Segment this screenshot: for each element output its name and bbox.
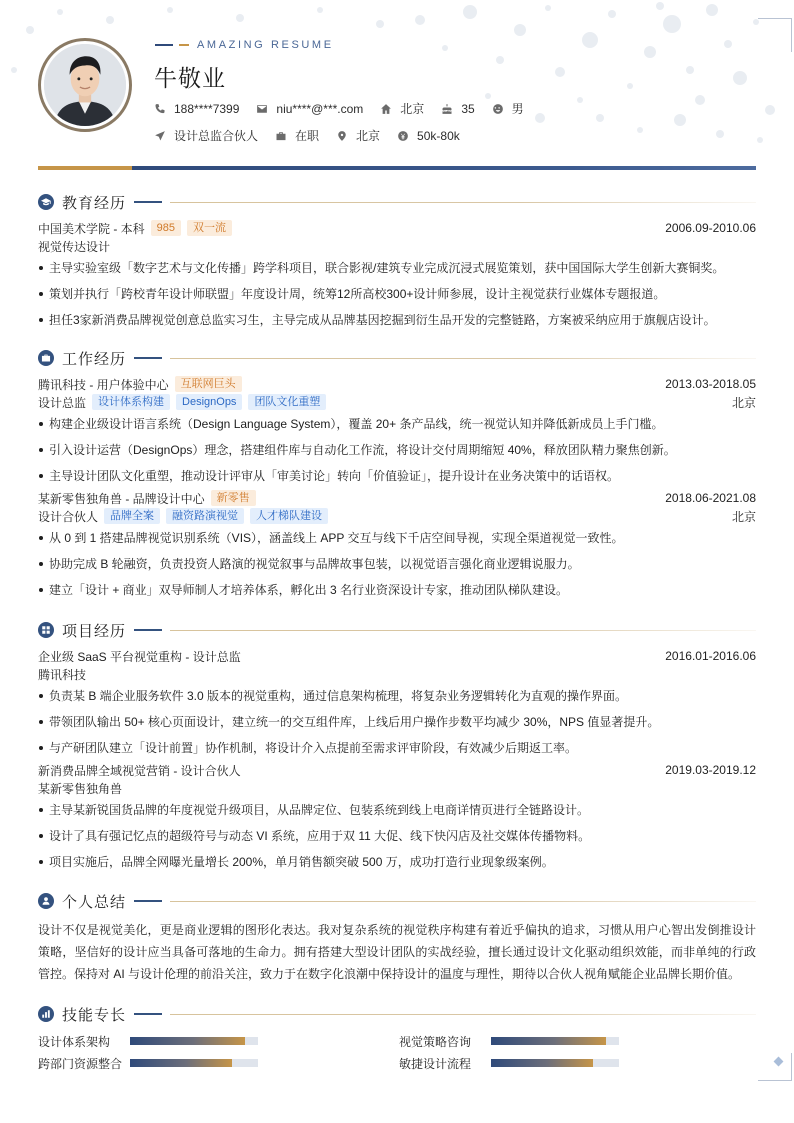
work-entry-header: [38, 489, 756, 507]
skills-section: [38, 1004, 756, 1072]
project-bullets: [38, 797, 756, 875]
work-bullets: [38, 525, 756, 603]
project-org-row: [38, 779, 756, 797]
list-item: 与产研团队建立「设计前置」协作机制，将设计介入点提前至需求评审阶段，有效减少后期返工率。: [38, 735, 756, 761]
phone-info: [154, 102, 239, 116]
briefcase-icon: [38, 350, 54, 366]
summary-text: 设计不仅是视觉美化，更是商业逻辑的图形化表达。我对复杂系统的视觉秩序构建有着近乎偏执的追求，习惯从用户心智出发倒推设计策略，坚信好的设计应当具备可落地的生命力。拥有搭建大型设计团队的实战经验，擅长通过设计文化驱动组织效能，而非单纯的行政管控。保持对 AI 与设计伦理的前沿关注，致力于在数字化浪潮中保持设计的温度与理性，期待以合伙人视角赋能企业品牌长期价值。: [38, 923, 756, 981]
skill-bar: [130, 1059, 258, 1067]
project-period: 2016.01-2016.06: [665, 649, 756, 663]
project-name: 企业级 SaaS 平台视觉重构 - 设计总监: [38, 649, 241, 664]
list-item: 担任3家新消费品牌视觉创意总监实习生，主导完成从品牌基因挖掘到衍生品开发的完整链路，方案被采纳应用于旗舰店设计。: [38, 307, 756, 333]
project-name: 新消费品牌全域视觉营销 - 设计合伙人: [38, 763, 241, 778]
role-tag: 融资路演视觉: [166, 508, 244, 524]
salary-info: [397, 129, 460, 143]
status-value: 在职: [295, 129, 320, 143]
skill-item: [399, 1032, 756, 1050]
company-name: 腾讯科技 - 用户体验中心: [38, 377, 169, 392]
target-position-value: 设计总监合伙人: [174, 129, 259, 143]
role-tag: 团队文化重塑: [248, 394, 326, 410]
target-city-value: 北京: [356, 129, 381, 143]
money-icon: [397, 130, 409, 142]
skill-bar-fill: [491, 1037, 606, 1045]
list-item: 构建企业级设计语言系统（Design Language System），覆盖 20+ 条产品线，统一视觉认知并降低新成员上手门槛。: [38, 411, 756, 437]
mail-icon: [256, 103, 268, 115]
section-title: 教育经历: [62, 194, 127, 212]
role: 设计总监: [38, 395, 87, 410]
work-period: 2013.03-2018.05: [665, 377, 756, 391]
section-title: 个人总结: [62, 893, 127, 911]
skill-bar-fill: [491, 1059, 593, 1067]
role-row: [38, 507, 756, 525]
tagline-line-gold: [179, 44, 189, 46]
company-tag: 互联网巨头: [175, 376, 242, 392]
hometown-value: 北京: [400, 102, 425, 116]
project-org-row: [38, 665, 756, 683]
work-bullets: [38, 411, 756, 489]
company-name: 某新零售独角兽 - 品牌设计中心: [38, 491, 205, 506]
school-tag: 双一流: [187, 220, 232, 236]
location-pin-icon: [336, 130, 348, 142]
project-org: 某新零售独角兽: [38, 781, 123, 796]
skill-bar-fill: [130, 1037, 245, 1045]
education-entry-header: [38, 219, 756, 237]
major-row: [38, 237, 756, 255]
status-info: [275, 127, 319, 144]
skill-bar: [491, 1059, 619, 1067]
candidate-name: 牛敬业: [154, 65, 226, 91]
gender-value: 男: [511, 102, 524, 116]
work-city: 北京: [731, 395, 756, 410]
work-entry-header: [38, 375, 756, 393]
skill-bar-fill: [130, 1059, 232, 1067]
skill-bar: [491, 1037, 619, 1045]
list-item: 引入设计运营（DesignOps）理念，搭建组件库与自动化工作流，将设计交付周期缩短 40%，释放团队精力聚焦创新。: [38, 437, 756, 463]
school-tag: 985: [151, 220, 181, 236]
role-tag: 设计体系构建: [92, 394, 170, 410]
list-item: 设计了具有强记忆点的超级符号与动态 VI 系统，应用于双 11 大促、线下快闪店及社交媒体传播物料。: [38, 823, 756, 849]
avatar-frame: [38, 38, 132, 132]
projects-section: [38, 620, 756, 875]
skill-item: [38, 1054, 399, 1072]
home-icon: [380, 103, 392, 115]
major: 视觉传达设计: [38, 239, 111, 254]
header-divider-bar: [38, 166, 756, 170]
list-item: 主导实验室级「数字艺术与文化传播」跨学科项目，联合影视/建筑专业完成沉浸式展览策划，获中国国际大学生创新大赛铜奖。: [38, 255, 756, 281]
work-city: 北京: [731, 509, 756, 524]
grid-icon: [38, 622, 54, 638]
list-item: 从 0 到 1 搭建品牌视觉识别系统（VIS），涵盖线上 APP 交互与线下千店空间导视，实现全渠道视觉一致性。: [38, 525, 756, 551]
work-period: 2018.06-2021.08: [665, 491, 756, 505]
phone-icon: [154, 103, 166, 115]
tagline-text: AMAZING RESUME: [197, 39, 334, 51]
avatar-portrait-icon: [44, 44, 126, 126]
list-item: 项目实施后，品牌全网曝光量增长 200%，单月销售额突破 500 万，成功打造行业现象级案例。: [38, 849, 756, 875]
target-city-info: [336, 127, 380, 144]
corner-decoration-top-right: [758, 18, 792, 52]
salary-value: 50k-80k: [417, 128, 460, 143]
list-item: 策划并执行「跨校青年设计师联盟」年度设计周，统筹12所高校300+设计师参展，设计主视觉获行业媒体专题报道。: [38, 281, 756, 307]
skill-item: [38, 1032, 399, 1050]
send-icon: [154, 130, 166, 142]
role-tag: 品牌全案: [104, 508, 160, 524]
project-bullets: [38, 683, 756, 761]
cake-icon: [441, 103, 453, 115]
section-header: [38, 620, 756, 640]
gender-info: [492, 100, 524, 117]
education-section: [38, 192, 756, 333]
list-item: 主导某新锐国货品牌的年度视觉升级项目，从品牌定位、包装系统到线上电商详情页进行全链路设计。: [38, 797, 756, 823]
project-org: 腾讯科技: [38, 667, 87, 682]
project-entry-header: [38, 647, 756, 665]
email-info: [256, 102, 363, 116]
list-item: 负责某 B 端企业服务软件 3.0 版本的视觉重构，通过信息架构梳理，将复杂业务逻辑转化为直观的操作界面。: [38, 683, 756, 709]
phone-value: 188****7399: [174, 101, 240, 116]
basic-info-row: [154, 100, 541, 117]
section-header: [38, 891, 756, 911]
company-tag: 新零售: [211, 490, 256, 506]
target-position-info: [154, 127, 258, 144]
list-item: 协助完成 B 轮融资，负责投资人路演的视觉叙事与品牌故事包装，以视觉语言强化商业逻辑说服力。: [38, 551, 756, 577]
graduation-cap-icon: [38, 194, 54, 210]
role-tag: DesignOps: [176, 394, 242, 410]
skill-name: 跨部门资源整合: [38, 1056, 123, 1071]
section-header: [38, 1004, 756, 1024]
skill-name: 设计体系架构: [38, 1034, 111, 1049]
corner-decoration-bottom-right: [758, 1053, 792, 1081]
education-bullets: [38, 255, 756, 333]
face-icon: [492, 103, 504, 115]
user-icon: [38, 893, 54, 909]
project-period: 2019.03-2019.12: [665, 763, 756, 777]
summary-section: [38, 891, 756, 985]
resume-tagline: [155, 39, 334, 51]
tagline-line-navy: [155, 44, 173, 46]
email-value: niu****@***.com: [276, 101, 364, 116]
section-title: 工作经历: [62, 350, 127, 368]
school-name: 中国美术学院 - 本科: [38, 221, 145, 236]
briefcase-icon: [275, 130, 287, 142]
skill-item: [399, 1054, 756, 1072]
skill-name: 视觉策略咨询: [399, 1034, 472, 1049]
bar-chart-icon: [38, 1006, 54, 1022]
role: 设计合伙人: [38, 509, 99, 524]
avatar: [44, 44, 126, 126]
section-title: 项目经历: [62, 622, 127, 640]
resume-header: [38, 36, 756, 166]
education-period: 2006.09-2010.06: [665, 221, 756, 235]
skill-name: 敏捷设计流程: [399, 1056, 472, 1071]
role-tag: 人才梯队建设: [250, 508, 328, 524]
section-header: [38, 348, 756, 368]
project-entry-header: [38, 761, 756, 779]
list-item: 带领团队输出 50+ 核心页面设计，建立统一的交互组件库，上线后用户操作步数平均减少 30%，NPS 值显著提升。: [38, 709, 756, 735]
job-intent-row: [154, 127, 477, 144]
age-value: 35: [461, 101, 475, 116]
list-item: 建立「设计 + 商业」双导师制人才培养体系，孵化出 3 名行业资深设计专家，推动团队梯队建设。: [38, 577, 756, 603]
skills-grid: [38, 1032, 756, 1072]
work-section: [38, 348, 756, 603]
hometown-info: [380, 100, 424, 117]
skill-bar: [130, 1037, 258, 1045]
age-info: [441, 102, 474, 116]
list-item: 主导设计团队文化重塑，推动设计评审从「审美讨论」转向「价值验证」，提升设计在业务决策中的话语权。: [38, 463, 756, 489]
section-title: 技能专长: [62, 1006, 127, 1024]
section-header: [38, 192, 756, 212]
role-row: [38, 393, 756, 411]
